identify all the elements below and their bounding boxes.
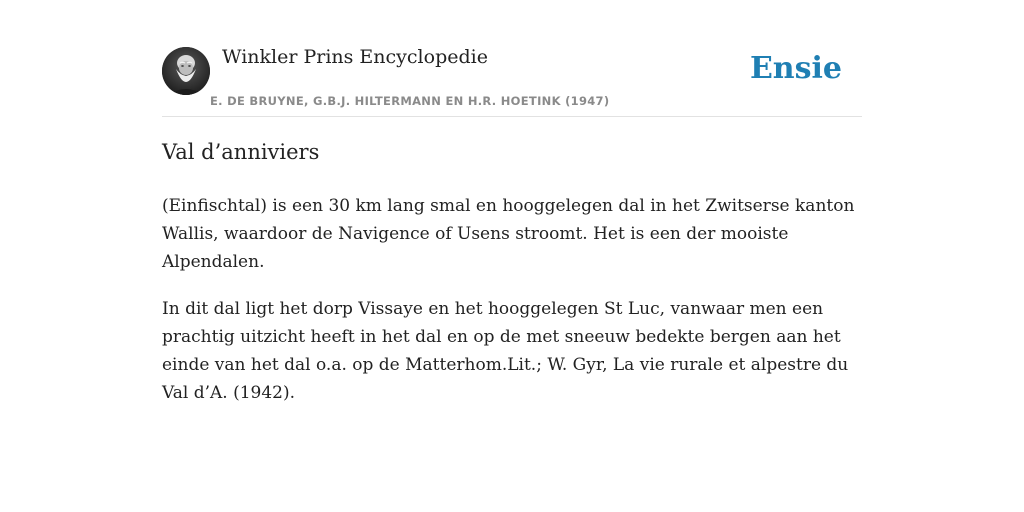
article-title: Val d’anniviers <box>162 140 320 164</box>
ensie-logo-link[interactable]: Ensie <box>749 51 842 86</box>
article-paragraph: (Einfischtal) is een 30 km lang smal en hooggelegen dal in het Zwitserse kanton Wallis, waardoor de Navigence of Usens stroomt. Het is een der mooiste Alpendalen. <box>162 196 855 272</box>
content-container <box>162 0 862 403</box>
header <box>162 0 862 117</box>
article-body <box>162 192 862 426</box>
author-portrait-icon <box>162 47 210 95</box>
site-title[interactable]: Winkler Prins Encyclopedie <box>222 46 488 68</box>
article-paragraph: In dit dal ligt het dorp Vissaye en het hooggelegen St Luc, vanwaar men een prachtig uitzicht heeft in het dal en op de met sneeuw bedekte bergen aan het einde van het dal o.a. op de Matterhom.Lit.; W. Gyr, La vie rurale et alpestre du Val d’A. (1942). <box>162 299 849 403</box>
authors-line: E. DE BRUYNE, G.B.J. HILTERMANN EN H.R. HOETINK (1947) <box>210 94 610 108</box>
